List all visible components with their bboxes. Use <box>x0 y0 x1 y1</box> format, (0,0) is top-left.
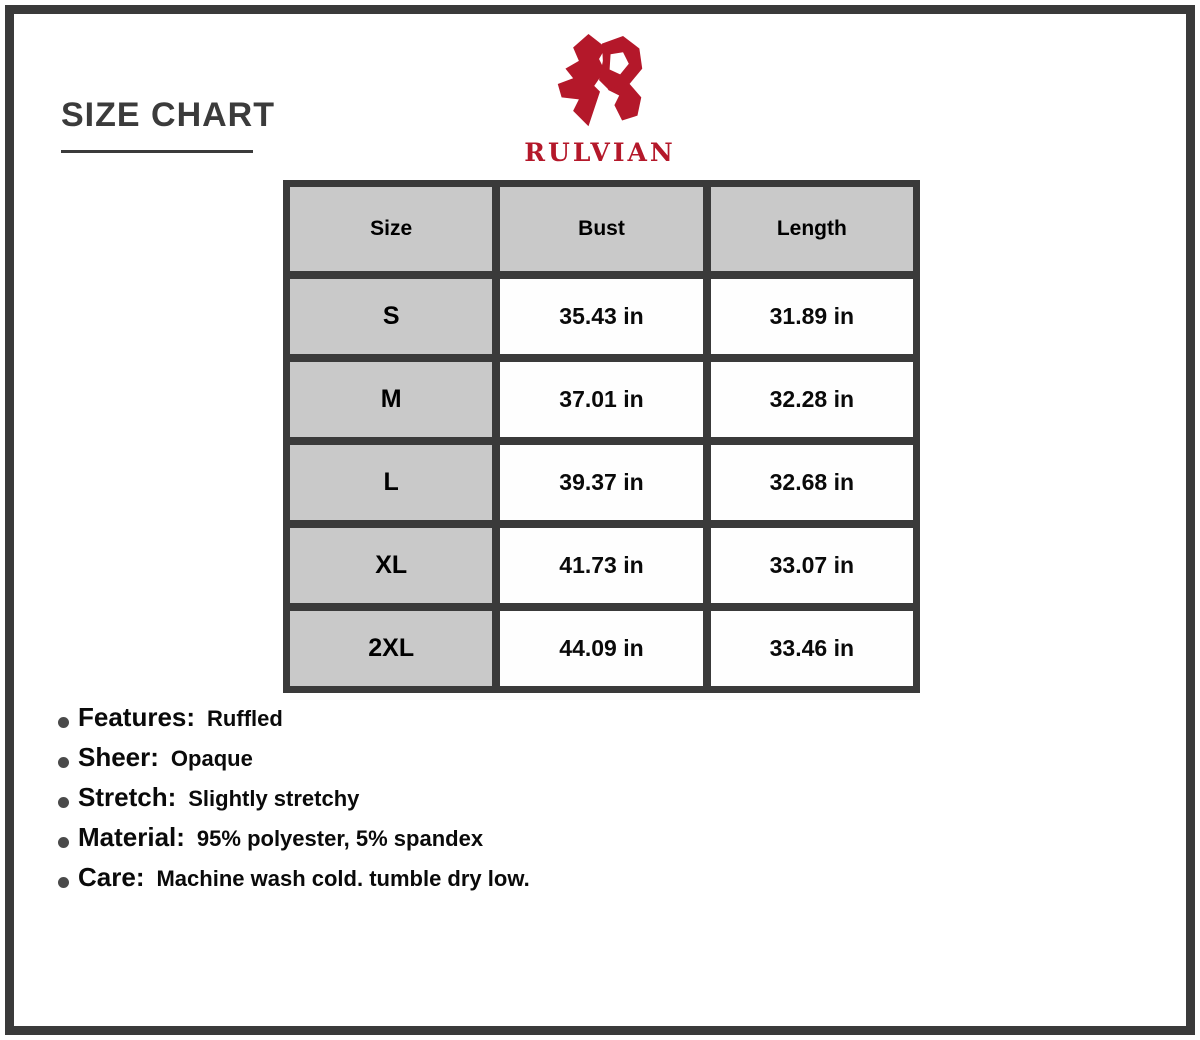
detail-label: Stretch: <box>78 782 177 812</box>
detail-item-care <box>58 862 530 902</box>
detail-item-sheer <box>58 742 530 782</box>
detail-value: Slightly stretchy <box>188 786 360 811</box>
brand-r-mark-icon <box>552 30 648 136</box>
detail-value: 95% polyester, 5% spandex <box>196 826 484 851</box>
bullet-icon <box>58 877 69 888</box>
size-label-cell: L <box>290 445 492 520</box>
bullet-icon <box>58 757 69 768</box>
detail-item-features <box>58 702 530 742</box>
size-label-cell: S <box>290 279 492 354</box>
brand-wordmark: RULVIAN <box>524 138 676 167</box>
detail-label: Features: <box>78 702 196 732</box>
bust-value-cell: 39.37 in <box>500 445 702 520</box>
detail-item-material <box>58 822 530 862</box>
product-details-list <box>58 702 530 902</box>
detail-value: Opaque <box>170 746 253 771</box>
size-chart-table <box>283 180 920 693</box>
detail-value: Ruffled <box>207 706 283 731</box>
bust-value-cell: 35.43 in <box>500 279 702 354</box>
length-value-cell: 31.89 in <box>711 279 913 354</box>
column-header-length: Length <box>711 187 913 271</box>
length-value-cell: 32.68 in <box>711 445 913 520</box>
column-header-size: Size <box>290 187 492 271</box>
detail-label: Care: <box>78 862 145 892</box>
bullet-icon <box>58 837 69 848</box>
bust-value-cell: 41.73 in <box>500 528 702 603</box>
size-chart-title: SIZE CHART <box>61 96 275 134</box>
size-label-cell: XL <box>290 528 492 603</box>
bullet-icon <box>58 797 69 808</box>
bust-value-cell: 37.01 in <box>500 362 702 437</box>
size-label-cell: M <box>290 362 492 437</box>
size-label-cell: 2XL <box>290 611 492 686</box>
detail-item-stretch <box>58 782 530 822</box>
bust-value-cell: 44.09 in <box>500 611 702 686</box>
detail-value: Machine wash cold. tumble dry low. <box>156 866 530 891</box>
bullet-icon <box>58 717 69 728</box>
length-value-cell: 32.28 in <box>711 362 913 437</box>
detail-label: Material: <box>78 822 185 852</box>
title-underline <box>61 150 253 153</box>
detail-label: Sheer: <box>78 742 159 772</box>
column-header-bust: Bust <box>500 187 702 271</box>
length-value-cell: 33.07 in <box>711 528 913 603</box>
length-value-cell: 33.46 in <box>711 611 913 686</box>
brand-logo <box>450 30 750 167</box>
